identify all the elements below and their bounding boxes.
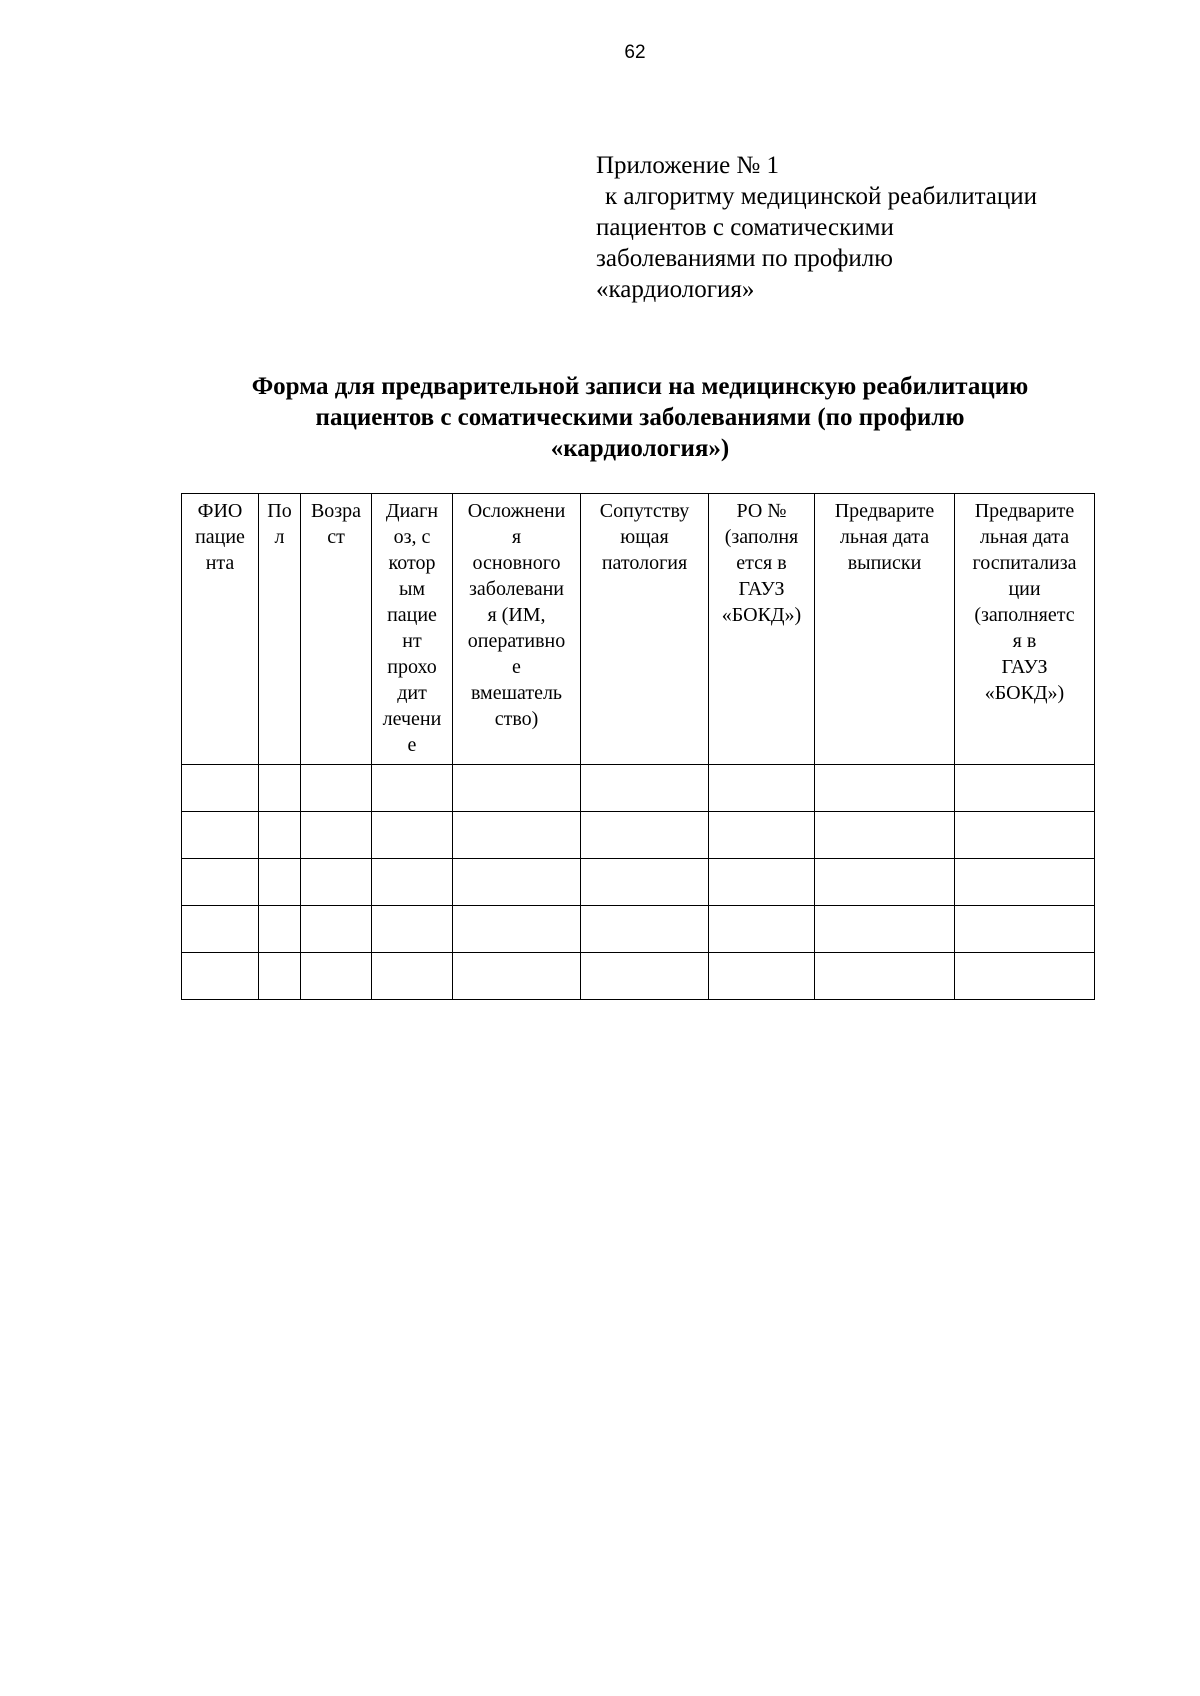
table-cell	[372, 765, 453, 812]
header-line: е	[407, 734, 417, 756]
header-line: Сопутству	[599, 500, 690, 522]
appendix-line: пациентов с соматическими	[596, 214, 894, 241]
header-line: ст	[327, 526, 345, 548]
header-line: Предварите	[974, 500, 1075, 522]
header-line: ство)	[494, 708, 539, 730]
table-row	[182, 953, 1095, 1000]
table-cell	[709, 906, 815, 953]
header-line: госпитализа	[972, 552, 1077, 574]
table-row	[182, 906, 1095, 953]
table-cell	[372, 812, 453, 859]
table-cell	[372, 953, 453, 1000]
form-title-line: пациентов с соматическими заболеваниями (по профилю	[315, 404, 965, 431]
table-cell	[182, 859, 259, 906]
pre-registration-table	[181, 493, 1095, 1000]
header-line: ФИО	[197, 500, 243, 522]
table-cell	[453, 812, 581, 859]
appendix-reference	[596, 150, 1116, 305]
form-title-line: Форма для предварительной записи на медицинскую реабилитацию	[251, 373, 1029, 400]
table-cell	[301, 765, 372, 812]
table-cell	[815, 859, 955, 906]
header-line: Осложнени	[467, 500, 566, 522]
table-cell	[581, 812, 709, 859]
header-line: основного	[472, 552, 561, 574]
table-row	[182, 765, 1095, 812]
table-cell	[182, 906, 259, 953]
table-cell	[259, 859, 301, 906]
table-cell	[581, 765, 709, 812]
column-header-diagnosis	[372, 494, 453, 765]
table-row	[182, 859, 1095, 906]
header-line: нта	[205, 552, 235, 574]
header-line: ГАУЗ	[738, 578, 785, 600]
table-cell	[453, 906, 581, 953]
table-cell	[259, 765, 301, 812]
header-line: ГАУЗ	[1001, 656, 1048, 678]
column-header-ro-number	[709, 494, 815, 765]
appendix-line: заболеваниями по профилю	[596, 245, 893, 272]
header-line: льная дата	[839, 526, 930, 548]
column-header-age	[301, 494, 372, 765]
appendix-line: «кардиология»	[596, 276, 755, 303]
table-cell	[182, 953, 259, 1000]
table-cell	[182, 812, 259, 859]
table-cell	[372, 906, 453, 953]
header-line: «БОКД»)	[721, 604, 802, 626]
table-cell	[709, 765, 815, 812]
table-cell	[955, 765, 1095, 812]
header-line: патология	[601, 552, 688, 574]
table-cell	[301, 953, 372, 1000]
column-header-comorbidity	[581, 494, 709, 765]
header-line: льная дата	[979, 526, 1070, 548]
page-number: 62	[624, 42, 646, 63]
header-line: л	[274, 526, 285, 548]
table-cell	[259, 953, 301, 1000]
table-cell	[955, 859, 1095, 906]
header-line: я в	[1012, 630, 1037, 652]
table-cell	[301, 812, 372, 859]
column-header-discharge-date	[815, 494, 955, 765]
header-line: ется в	[736, 552, 787, 574]
table-cell	[709, 859, 815, 906]
table-cell	[372, 859, 453, 906]
header-line: выписки	[847, 552, 922, 574]
table-cell	[259, 812, 301, 859]
header-line: пацие	[387, 604, 437, 626]
table-cell	[301, 859, 372, 906]
table-cell	[955, 812, 1095, 859]
column-header-sex	[259, 494, 301, 765]
header-line: прохо	[387, 656, 437, 678]
form-title	[180, 371, 1100, 464]
header-line: дит	[397, 682, 427, 704]
form-title-line: «кардиология»)	[550, 435, 730, 462]
table-cell	[815, 812, 955, 859]
header-line: ции	[1008, 578, 1041, 600]
header-line: Предварите	[834, 500, 935, 522]
header-line: котор	[388, 552, 436, 574]
header-line: е	[512, 656, 521, 678]
header-line: я	[511, 526, 522, 548]
column-header-patient-name	[182, 494, 259, 765]
header-line: я (ИМ,	[487, 604, 546, 626]
table-cell	[259, 906, 301, 953]
table-cell	[453, 859, 581, 906]
header-line: пацие	[195, 526, 245, 548]
table-cell	[955, 953, 1095, 1000]
header-line: нт	[402, 630, 422, 652]
table-cell	[581, 906, 709, 953]
table-cell	[955, 906, 1095, 953]
header-line: ым	[398, 578, 426, 600]
table-cell	[709, 953, 815, 1000]
appendix-line: Приложение № 1	[596, 152, 780, 179]
table-header-row	[182, 494, 1095, 765]
table-cell	[453, 953, 581, 1000]
header-line: РО №	[736, 500, 787, 522]
table-cell	[453, 765, 581, 812]
header-line: «БОКД»)	[984, 682, 1065, 704]
table-cell	[581, 859, 709, 906]
column-header-hospitalization-date	[955, 494, 1095, 765]
header-line: Возра	[310, 500, 362, 522]
header-line: оперативно	[467, 630, 566, 652]
table-cell	[709, 812, 815, 859]
appendix-line: к алгоритму медицинской реабилитации	[605, 183, 1038, 210]
header-line: вмешатель	[470, 682, 563, 704]
table-row	[182, 812, 1095, 859]
table-cell	[815, 765, 955, 812]
column-header-complications	[453, 494, 581, 765]
header-line: (заполняетс	[974, 604, 1075, 626]
header-line: По	[267, 500, 292, 522]
header-line: оз, с	[393, 526, 431, 548]
header-line: (заполня	[724, 526, 799, 548]
table-cell	[581, 953, 709, 1000]
table-cell	[301, 906, 372, 953]
header-line: ющая	[620, 526, 669, 548]
table-cell	[182, 765, 259, 812]
header-line: лечени	[382, 708, 442, 730]
table-cell	[815, 953, 955, 1000]
header-line: Диагн	[385, 500, 439, 522]
header-line: заболевани	[468, 578, 564, 600]
table-cell	[815, 906, 955, 953]
